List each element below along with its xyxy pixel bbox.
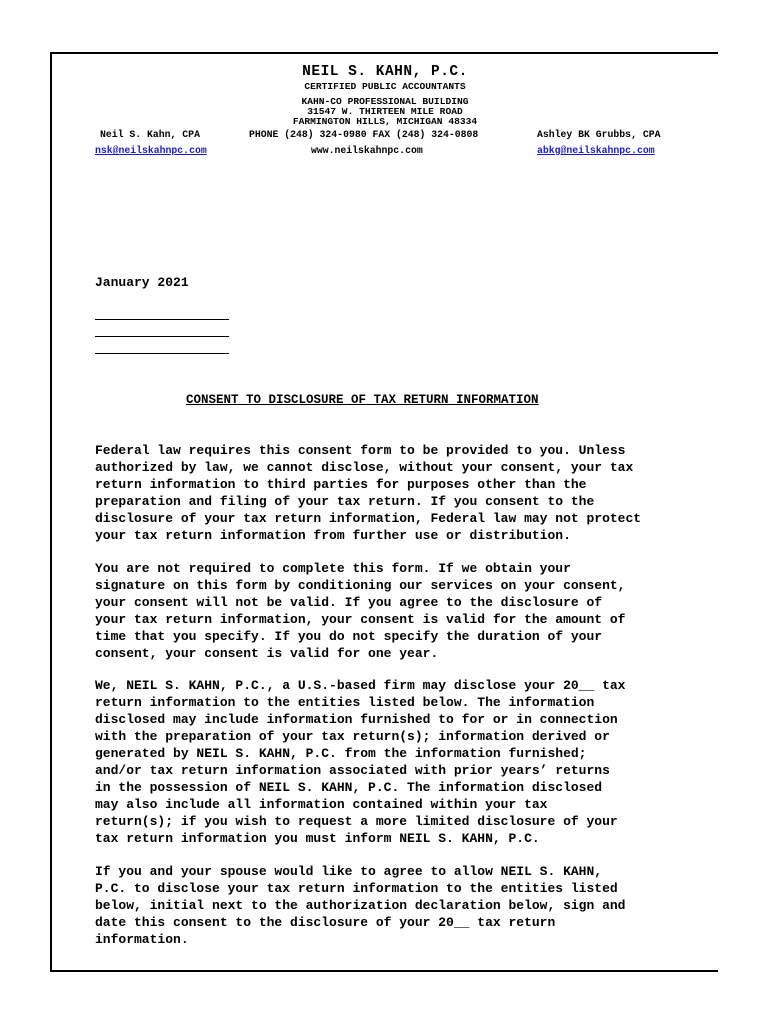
address-blank-line (95, 319, 229, 320)
left-partner-name: Neil S. Kahn, CPA (100, 129, 200, 140)
right-partner-name: Ashley BK Grubbs, CPA (537, 129, 661, 140)
paragraph-disclosure-scope: We, NEIL S. KAHN, P.C., a U.S.-based firm may disclose your 20__ tax return information to the entities listed below. The information disclosed may include information furnished to for or in connection with the preparation of your tax return(s); information derived or generated by NEIL S. KAHN, P.C. from the information furnished; and/or tax return information associated with prior years’ returns in the possession of NEIL S. KAHN, P.C. The information disclosed may also include all information contained within your tax return(s); if you wish to request a more limited disclosure of your tax return information you must inform NEIL S. KAHN, P.C. (95, 678, 626, 846)
firm-building: KAHN-CO PROFESSIONAL BUILDING (301, 96, 469, 107)
right-partner-email-link[interactable]: abkg@neilskahnpc.com (537, 145, 655, 156)
paragraph-not-required: You are not required to complete this form. If we obtain your signature on this form by conditioning our services on your consent, your consent will not be valid. If you agree to the disclosure of your tax return information, your consent is valid for the amount of time that you specify. If you do not specify the duration of your consent, your consent is valid for one year. (95, 561, 626, 661)
document-title: CONSENT TO DISCLOSURE OF TAX RETURN INFORMATION (186, 393, 539, 407)
address-blank-line (95, 353, 229, 354)
page-border-left (50, 52, 52, 972)
firm-name: NEIL S. KAHN, P.C. (302, 64, 468, 80)
firm-street: 31547 W. THIRTEEN MILE ROAD (307, 106, 463, 117)
firm-city: FARMINGTON HILLS, MICHIGAN 48334 (292, 116, 478, 127)
paragraph-federal-law: Federal law requires this consent form to be provided to you. Unless authorized by law, we cannot disclose, without your consent, your tax return information to third parties for purposes other than the preparation and filing of your tax return. If you consent to the disclosure of your tax return information, Federal law may not protect your tax return information from further use or distribution. (95, 443, 642, 543)
phone-fax: PHONE (248) 324-0980 FAX (248) 324-0808 (249, 129, 479, 140)
letter-date: January 2021 (95, 275, 189, 290)
page-border-bottom (50, 970, 718, 972)
paragraph-spouse-consent: If you and your spouse would like to agree to allow NEIL S. KAHN, P.C. to disclose your tax return information to the entities listed below, initial next to the authorization declaration below, sign and date this consent to the disclosure of your 20__ tax return information. (95, 864, 626, 947)
firm-subtitle: CERTIFIED PUBLIC ACCOUNTANTS (304, 81, 466, 92)
page-border-top (50, 52, 718, 54)
left-partner-email-link[interactable]: nsk@neilskahnpc.com (95, 145, 207, 156)
website: www.neilskahnpc.com (311, 145, 423, 156)
address-blank-line (95, 336, 229, 337)
